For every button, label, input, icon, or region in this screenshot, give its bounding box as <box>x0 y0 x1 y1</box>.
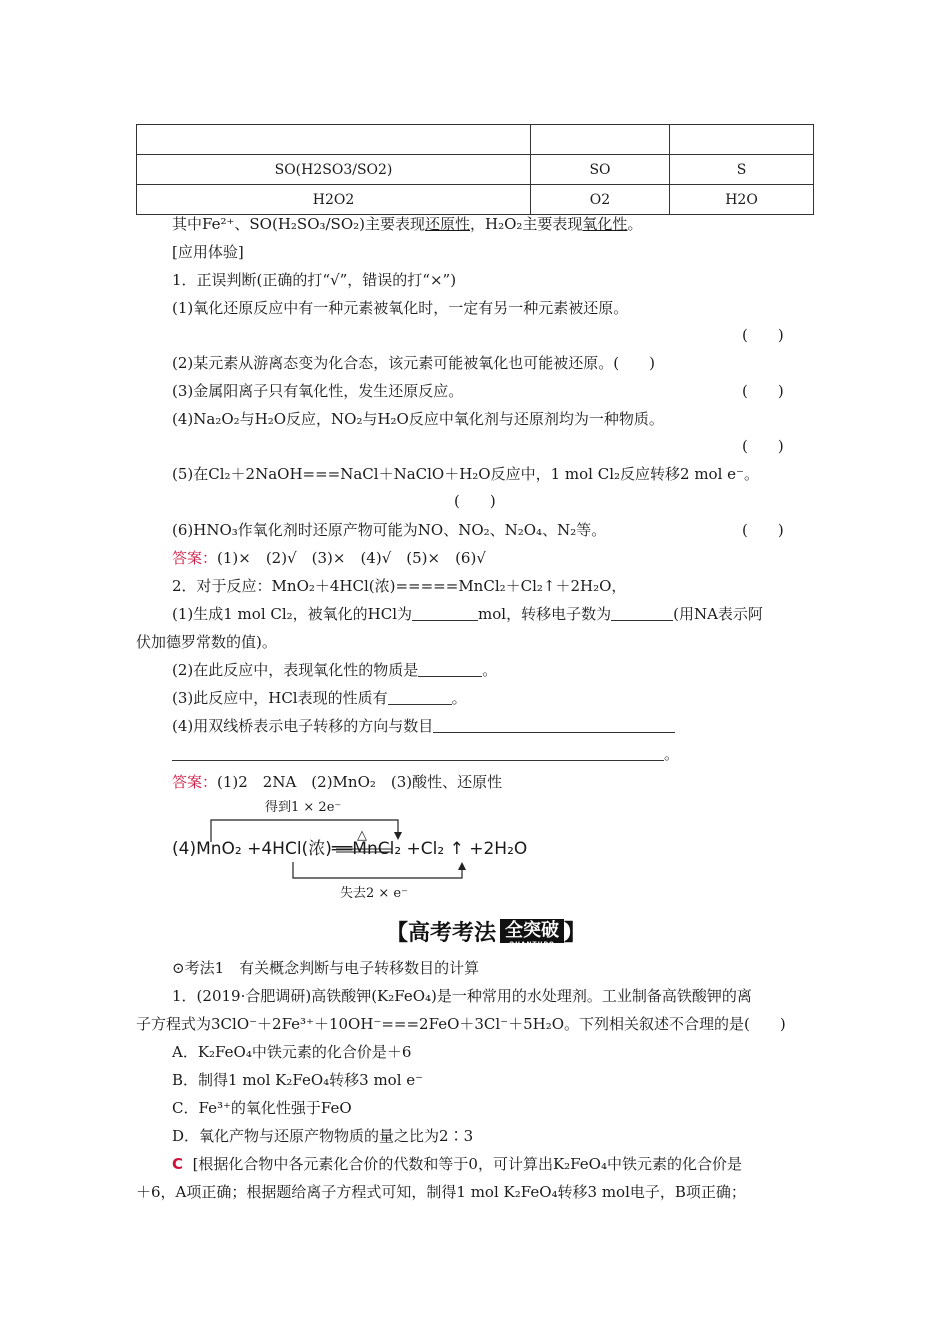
q1-item: (3)金属阳离子只有氧化性，发生还原反应。 <box>172 382 464 400</box>
banner-bracket: 【 <box>386 920 409 946</box>
option-c: C．Fe³⁺的氧化性强于FeO <box>172 1099 352 1117</box>
underlined-answer: 氧化性 <box>582 215 628 233</box>
summary-text: 。 <box>627 215 643 233</box>
table-cell: S <box>670 155 814 185</box>
lose-line <box>293 862 462 878</box>
explanation-text: [根据化合物中各元素化合价的代数和等于0，可计算出K₂FeO₄中铁元素的化合价是 <box>192 1155 742 1173</box>
table-cell: SO <box>531 155 670 185</box>
banner-title: 高考考法 <box>408 920 497 946</box>
bridge-equation: (4)MnO₂ +4HCl(浓)══MnCl₂ +Cl₂ ↑ +2H₂O <box>172 839 528 859</box>
q2-text: (4)用双线桥表示电子转移的方向与数目 <box>172 717 434 735</box>
option-d: D．氧化产物与还原产物物质的量之比为2∶3 <box>172 1127 474 1145</box>
option-b: B．制得1 mol K₂FeO₄转移3 mol e⁻ <box>172 1071 424 1089</box>
banner-pill-text: 全突破 <box>505 920 560 941</box>
section-banner <box>386 913 586 949</box>
q2-title: 2．对于反应：MnO₂＋4HCl(浓)=====MnCl₂＋Cl₂↑＋2H₂O， <box>172 577 627 595</box>
summary-text: ，H₂O₂主要表现 <box>470 215 583 233</box>
q2-text: (用NA表示阿 <box>673 605 763 623</box>
answer-label: 答案： <box>172 773 218 791</box>
answer-paren: ( ) <box>742 437 784 455</box>
summary-text: 其中Fe²⁺、SO(H₂SO₃/SO₂)主要表现 <box>172 215 425 233</box>
answer-paren: ( ) <box>454 492 496 510</box>
table-cell: SO(H2SO3/SO2) <box>137 155 531 185</box>
q1-item: (4)Na₂O₂与H₂O反应，NO₂与H₂O反应中氧化剂与还原剂均为一种物质。 <box>172 410 664 428</box>
q2-text: mol，转移电子数为 <box>478 605 612 623</box>
q2-text: (3)此反应中，HCl表现的性质有 <box>172 689 388 707</box>
banner-pill <box>500 919 564 948</box>
answer-paren: ( ) <box>742 382 784 400</box>
kf1-label: ⊙考法1 有关概念判断与电子转移数目的计算 <box>172 959 480 977</box>
table-cell: O2 <box>531 185 670 215</box>
table-cell: H2O2 <box>137 185 531 215</box>
answer-label: 答案： <box>172 549 218 567</box>
underlined-answer: 还原性 <box>425 215 471 233</box>
banner-sub: QUANTUPO <box>509 941 555 948</box>
q2-text: 。 <box>482 661 498 679</box>
q1-item: (2)某元素从游离态变为化合态，该元素可能被氧化也可能被还原。( ) <box>172 354 655 372</box>
answer-letter: C <box>172 1155 184 1173</box>
answer-paren: ( ) <box>742 326 784 344</box>
heat-triangle: △ <box>357 828 367 843</box>
explanation-line1 <box>172 1153 742 1175</box>
answer-text: (1)2 2NA (2)MnO₂ (3)酸性、还原性 <box>217 773 503 791</box>
gain-label: 得到1 × 2e⁻ <box>265 800 342 815</box>
answer-text: (1)× (2)√ (3)× (4)√ (5)× (6)√ <box>217 549 486 567</box>
kf1-question-line1: 1．(2019·合肥调研)高铁酸钾(K₂FeO₄)是一种常用的水处理剂。工业制备高铁酸钾的离 <box>172 987 752 1005</box>
q2-text: (2)在此反应中，表现氧化性的物质是 <box>172 661 419 679</box>
section-label: [应用体验] <box>172 243 244 261</box>
q2-text: (1)生成1 mol Cl₂，被氧化的HCl为 <box>172 605 413 623</box>
q2-item-1-cont: 伏加德罗常数的值)。 <box>136 633 277 651</box>
q2-text: 。 <box>451 689 467 707</box>
option-a: A．K₂FeO₄中铁元素的化合价是＋6 <box>172 1043 412 1061</box>
q1-item: (1)氧化还原反应中有一种元素被氧化时，一定有另一种元素被还原。 <box>172 299 629 317</box>
q1-title: 1．正误判断(正确的打“√”，错误的打“×”) <box>172 271 457 289</box>
q2-text: 。 <box>664 745 680 763</box>
kf1-question-line2: 子方程式为3ClO⁻＋2Fe³⁺＋10OH⁻===2FeO＋3Cl⁻＋5H₂O。下列相关叙述不合理的是( ) <box>136 1015 786 1033</box>
lose-label: 失去2 × e⁻ <box>340 886 408 901</box>
table-cell: H2O <box>670 185 814 215</box>
q1-item: (6)HNO₃作氧化剂时还原产物可能为NO、NO₂、N₂O₄、N₂等。 <box>172 521 607 539</box>
arrow-head-icon <box>458 862 466 870</box>
explanation-line2: ＋6，A项正确；根据题给离子方程式可知，制得1 mol K₂FeO₄转移3 mol电子，B项正确； <box>136 1183 746 1201</box>
answer-paren: ( ) <box>742 521 784 539</box>
q1-item: (5)在Cl₂＋2NaOH===NaCl＋NaClO＋H₂O反应中，1 mol Cl₂反应转移2 mol e⁻。 <box>172 465 759 483</box>
banner-bracket: 】 <box>564 920 587 946</box>
